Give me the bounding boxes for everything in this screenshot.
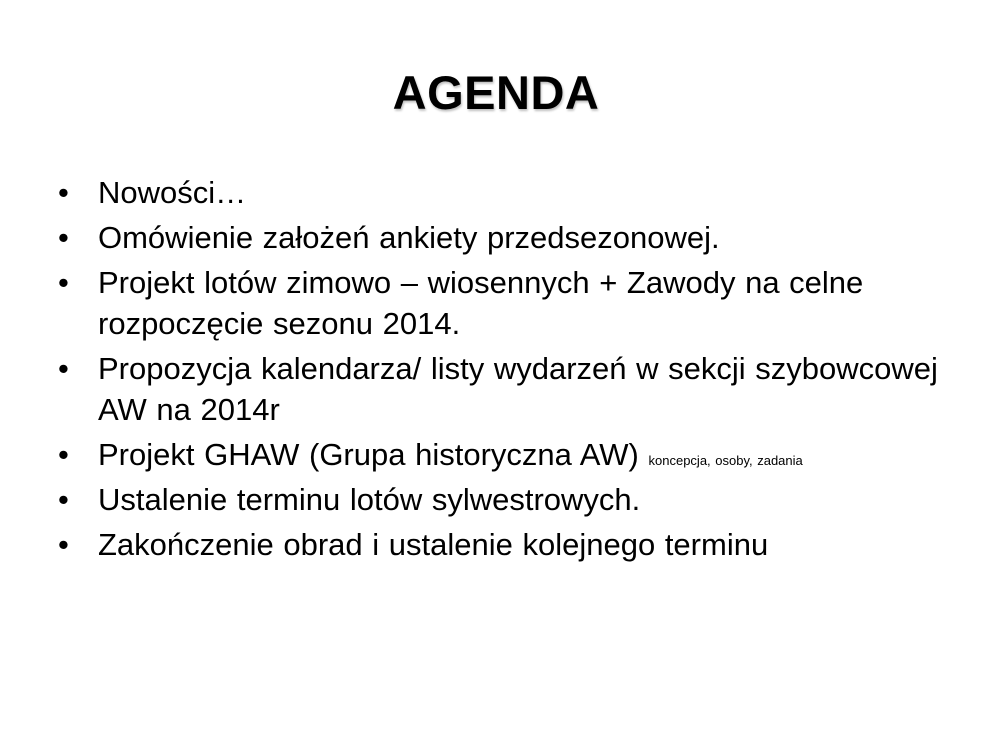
agenda-item xyxy=(58,348,938,430)
agenda-item-text: Nowości… xyxy=(98,175,247,210)
agenda-item-text: Projekt GHAW (Grupa historyczna AW) xyxy=(98,437,639,472)
bullet-icon: • xyxy=(58,265,69,300)
agenda-item-text: Projekt lotów zimowo – wiosennych + Zawody na celne rozpoczęcie sezonu 2014. xyxy=(98,265,864,341)
bullet-icon: • xyxy=(58,351,69,386)
agenda-item xyxy=(58,524,938,565)
agenda-item-text: Propozycja kalendarza/ listy wydarzeń w sekcji szybowcowej AW na 2014r xyxy=(98,351,938,427)
agenda-item xyxy=(58,434,938,475)
bullet-icon: • xyxy=(58,482,69,517)
agenda-item-note: koncepcja, osoby, zadania xyxy=(648,453,803,468)
agenda-item-text: Omówienie założeń ankiety przedsezonowej. xyxy=(98,220,720,255)
bullet-icon: • xyxy=(58,437,69,472)
bullet-icon: • xyxy=(58,220,69,255)
agenda-item xyxy=(58,217,938,258)
agenda-item-text: Ustalenie terminu lotów sylwestrowych. xyxy=(98,482,641,517)
agenda-list xyxy=(58,172,938,569)
agenda-item xyxy=(58,262,938,344)
bullet-icon: • xyxy=(58,175,69,210)
slide-title: AGENDA xyxy=(392,66,600,119)
bullet-icon: • xyxy=(58,527,69,562)
agenda-item-text: Zakończenie obrad i ustalenie kolejnego terminu xyxy=(98,527,769,562)
agenda-item xyxy=(58,172,938,213)
agenda-item xyxy=(58,479,938,520)
